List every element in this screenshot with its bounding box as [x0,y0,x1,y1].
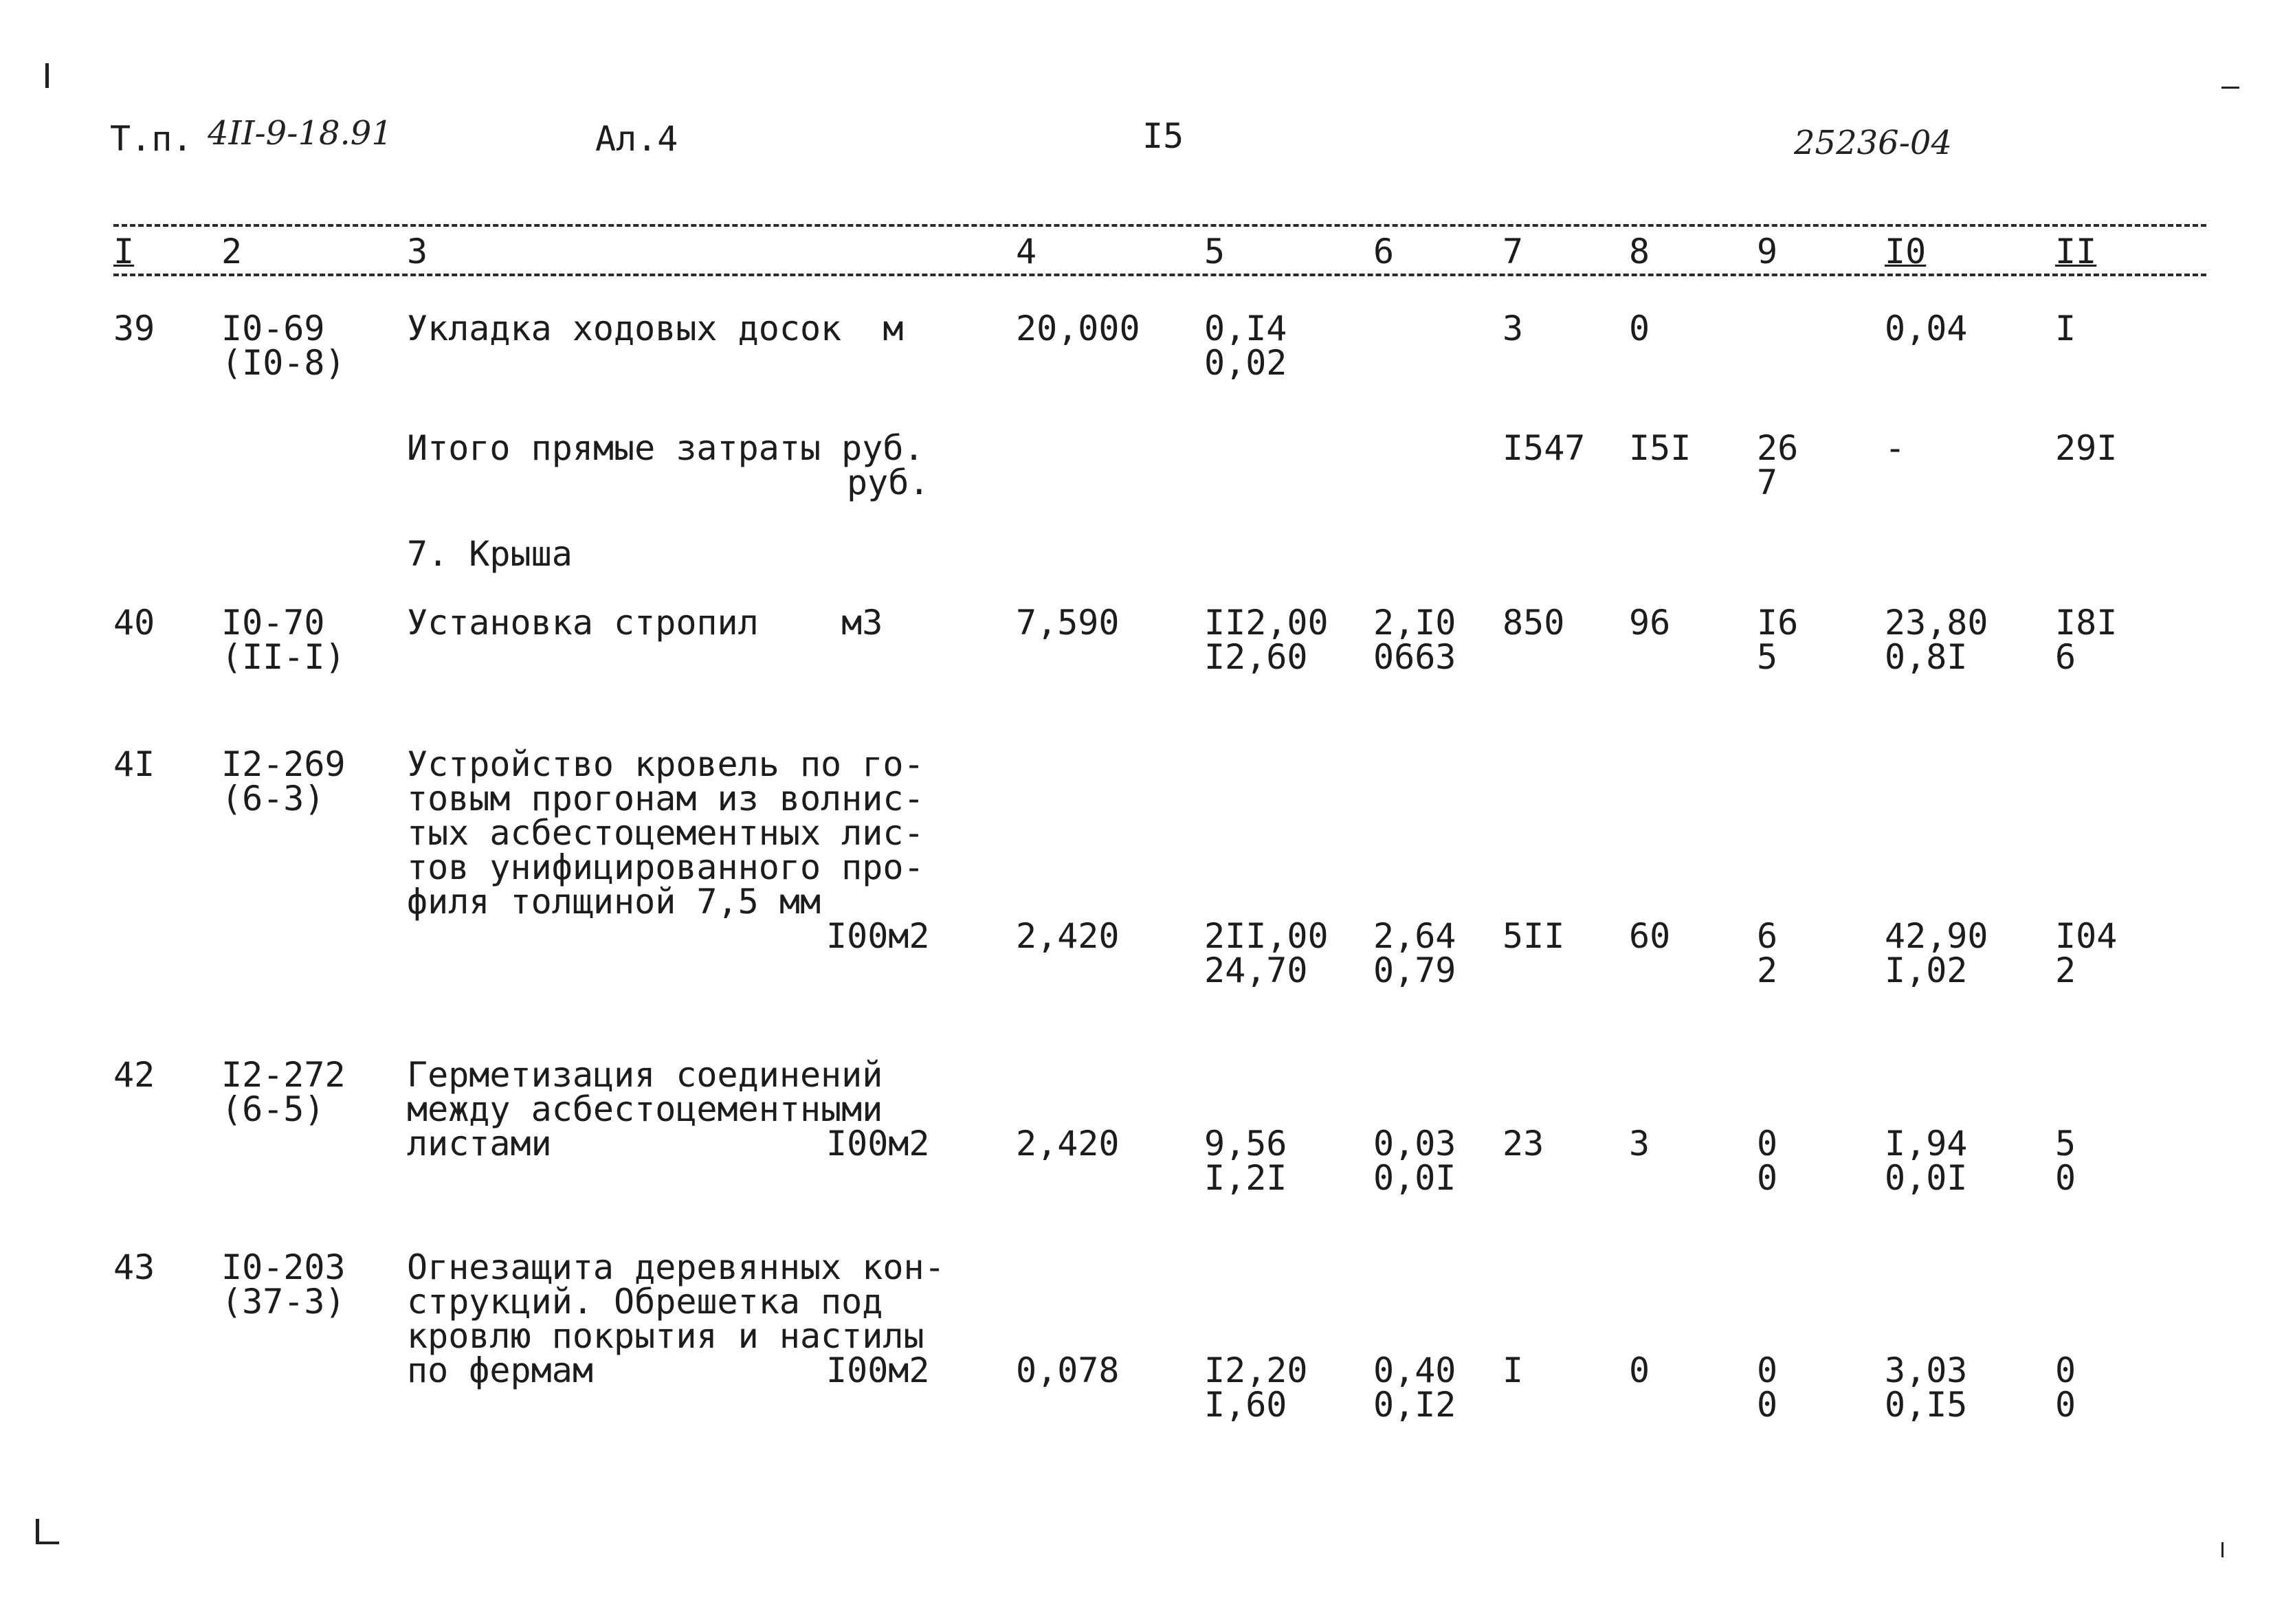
col11-value-2: 0 [2055,1385,2076,1425]
norm-code-ref: (II-I) [221,637,346,677]
col9-value-1: 6 [1757,916,1778,956]
col5-value-1: 2II,00 [1204,916,1329,956]
col6-value-2: 0,0I [1373,1158,1456,1198]
col9-value-1: 0 [1757,1350,1778,1390]
unit-of-measure: I00м2 [826,1124,930,1164]
col8-value: 96 [1629,603,1671,643]
col7-value: 23 [1503,1124,1544,1164]
col10-value-2: 0,0I [1885,1158,1968,1198]
corner-mark-top-right [2221,87,2239,89]
col6-value-2: 0,I2 [1373,1385,1456,1425]
row-number: 40 [113,603,155,643]
col10-value-1: 3,03 [1885,1350,1968,1390]
column-header-10: I0 [1885,232,1927,271]
work-description-line: товым прогонам из волнис- [407,779,924,819]
col5-value-1: 9,56 [1204,1124,1287,1164]
row-number: 42 [113,1055,155,1095]
col10-value-1: 42,90 [1885,916,1988,956]
table-top-rule [113,224,2206,227]
col7-value: I [1503,1350,1524,1390]
norm-code: I0-70 [221,603,325,643]
col11-value-1: 5 [2055,1124,2076,1164]
col6-value-1: 2,I0 [1373,603,1456,643]
column-header-4: 4 [1016,232,1037,271]
table-header-rule [113,274,2206,276]
total-col7: I547 [1503,428,1586,468]
total-col9-1: 26 [1757,428,1799,468]
col10-value-2: 0,8I [1885,637,1968,677]
col9-value-2: 2 [1757,950,1778,990]
col5-value-2: I2,60 [1204,637,1308,677]
column-header-2: 2 [221,232,243,271]
col9-value-1: I6 [1757,603,1799,643]
col10-value-1: 23,80 [1885,603,1988,643]
col5-value-1: II2,00 [1204,603,1329,643]
col11-value-2: 0 [2055,1158,2076,1198]
unit-of-measure: I00м2 [826,916,930,956]
column-header-9: 9 [1757,232,1778,271]
column-header-6: 6 [1373,232,1395,271]
col5-value-2: I,60 [1204,1385,1287,1425]
col8-value: 3 [1629,1124,1650,1164]
quantity: 2,420 [1016,1124,1120,1164]
total-col11: 29I [2055,428,2118,468]
corner-mark-bottom-right [2221,1542,2224,1557]
work-description-line: листами [407,1124,552,1164]
work-description-line: Устройство кровель по го- [407,744,924,784]
quantity: 2,420 [1016,916,1120,956]
col10-value-2: 0,I5 [1885,1385,1968,1425]
col5-value-2: I,2I [1204,1158,1287,1198]
col11-value-1: I [2055,309,2076,348]
column-header-1: I [113,232,135,271]
row-number: 39 [113,309,155,348]
col6-value-1: 0,03 [1373,1124,1456,1164]
work-description-line: кровлю покрытия и настилы [407,1316,924,1356]
col6-value-1: 0,40 [1373,1350,1456,1390]
quantity: 7,590 [1016,603,1120,643]
row-number: 43 [113,1247,155,1287]
work-description-line: Огнезащита деревянных кон- [407,1247,945,1287]
corner-mark-bottom-left-foot [36,1542,59,1544]
col11-value-2: 6 [2055,637,2076,677]
column-header-7: 7 [1503,232,1524,271]
col10-value-1: 0,04 [1885,309,1968,348]
col10-value-1: I,94 [1885,1124,1968,1164]
col10-value-2: I,02 [1885,950,1968,990]
col6-value-2: 0,79 [1373,950,1456,990]
col8-value: 60 [1629,916,1671,956]
col11-value-1: I8I [2055,603,2118,643]
row-number: 4I [113,744,155,784]
norm-code-ref: (6-5) [221,1089,325,1129]
col9-value-2: 5 [1757,637,1778,677]
col5-value-1: 0,I4 [1204,309,1287,348]
corner-mark-bottom-left [36,1519,39,1544]
col11-value-2: 2 [2055,950,2076,990]
col9-value-2: 0 [1757,1385,1778,1425]
col6-value-2: 0663 [1373,637,1456,677]
norm-code-ref: (37-3) [221,1282,346,1322]
col7-value: 3 [1503,309,1524,348]
col5-value-2: 0,02 [1204,343,1287,383]
work-description-line: тов унифицированного про- [407,847,924,887]
unit-of-measure: I00м2 [826,1350,930,1390]
total-label: Итого прямые затраты руб. [407,428,924,468]
quantity: 0,078 [1016,1350,1120,1390]
column-header-8: 8 [1629,232,1650,271]
work-description: Установка стропил м3 [407,603,883,643]
column-header-5: 5 [1204,232,1226,271]
corner-mark-top-left [45,63,49,88]
col9-value-1: 0 [1757,1124,1778,1164]
work-description: Укладка ходовых досок м [407,309,904,348]
work-description-line: струкций. Обрешетка под [407,1282,883,1322]
total-col8: I5I [1629,428,1692,468]
col5-value-1: I2,20 [1204,1350,1308,1390]
col7-value: 5II [1503,916,1565,956]
work-description-line: филя толщиной 7,5 мм [407,882,821,922]
norm-code: I2-269 [221,744,346,784]
work-description-line: по фермам [407,1350,593,1390]
work-description-line: Герметизация соединений [407,1055,883,1095]
doc-number-handwritten: 4II-9-18.91 [208,114,392,153]
work-description-line: между асбестоцементными [407,1089,883,1129]
col11-value-1: 0 [2055,1350,2076,1390]
col8-value: 0 [1629,309,1650,348]
quantity: 20,000 [1016,309,1140,348]
work-description-line: тых асбестоцементных лис- [407,813,924,853]
column-header-11: II [2055,232,2097,271]
col7-value: 850 [1503,603,1565,643]
page-number: I5 [1142,116,1184,156]
total-label-unit: руб. [847,463,930,502]
doc-prefix: Т.п. [110,119,193,159]
total-col10: - [1885,428,1906,468]
norm-code: I2-272 [221,1055,346,1095]
col6-value-1: 2,64 [1373,916,1456,956]
total-col9-2: 7 [1757,463,1778,502]
norm-code: I0-203 [221,1247,346,1287]
col9-value-2: 0 [1757,1158,1778,1198]
column-header-3: 3 [407,232,428,271]
norm-code-ref: (6-3) [221,779,325,819]
col11-value-1: I04 [2055,916,2118,956]
col8-value: 0 [1629,1350,1650,1390]
stamp-number-handwritten: 25236-04 [1794,124,1952,162]
album-label: Ал.4 [595,119,678,159]
col5-value-2: 24,70 [1204,950,1308,990]
norm-code: I0-69 [221,309,325,348]
section-heading: 7. Крыша [407,534,573,574]
norm-code-ref: (I0-8) [221,343,346,383]
